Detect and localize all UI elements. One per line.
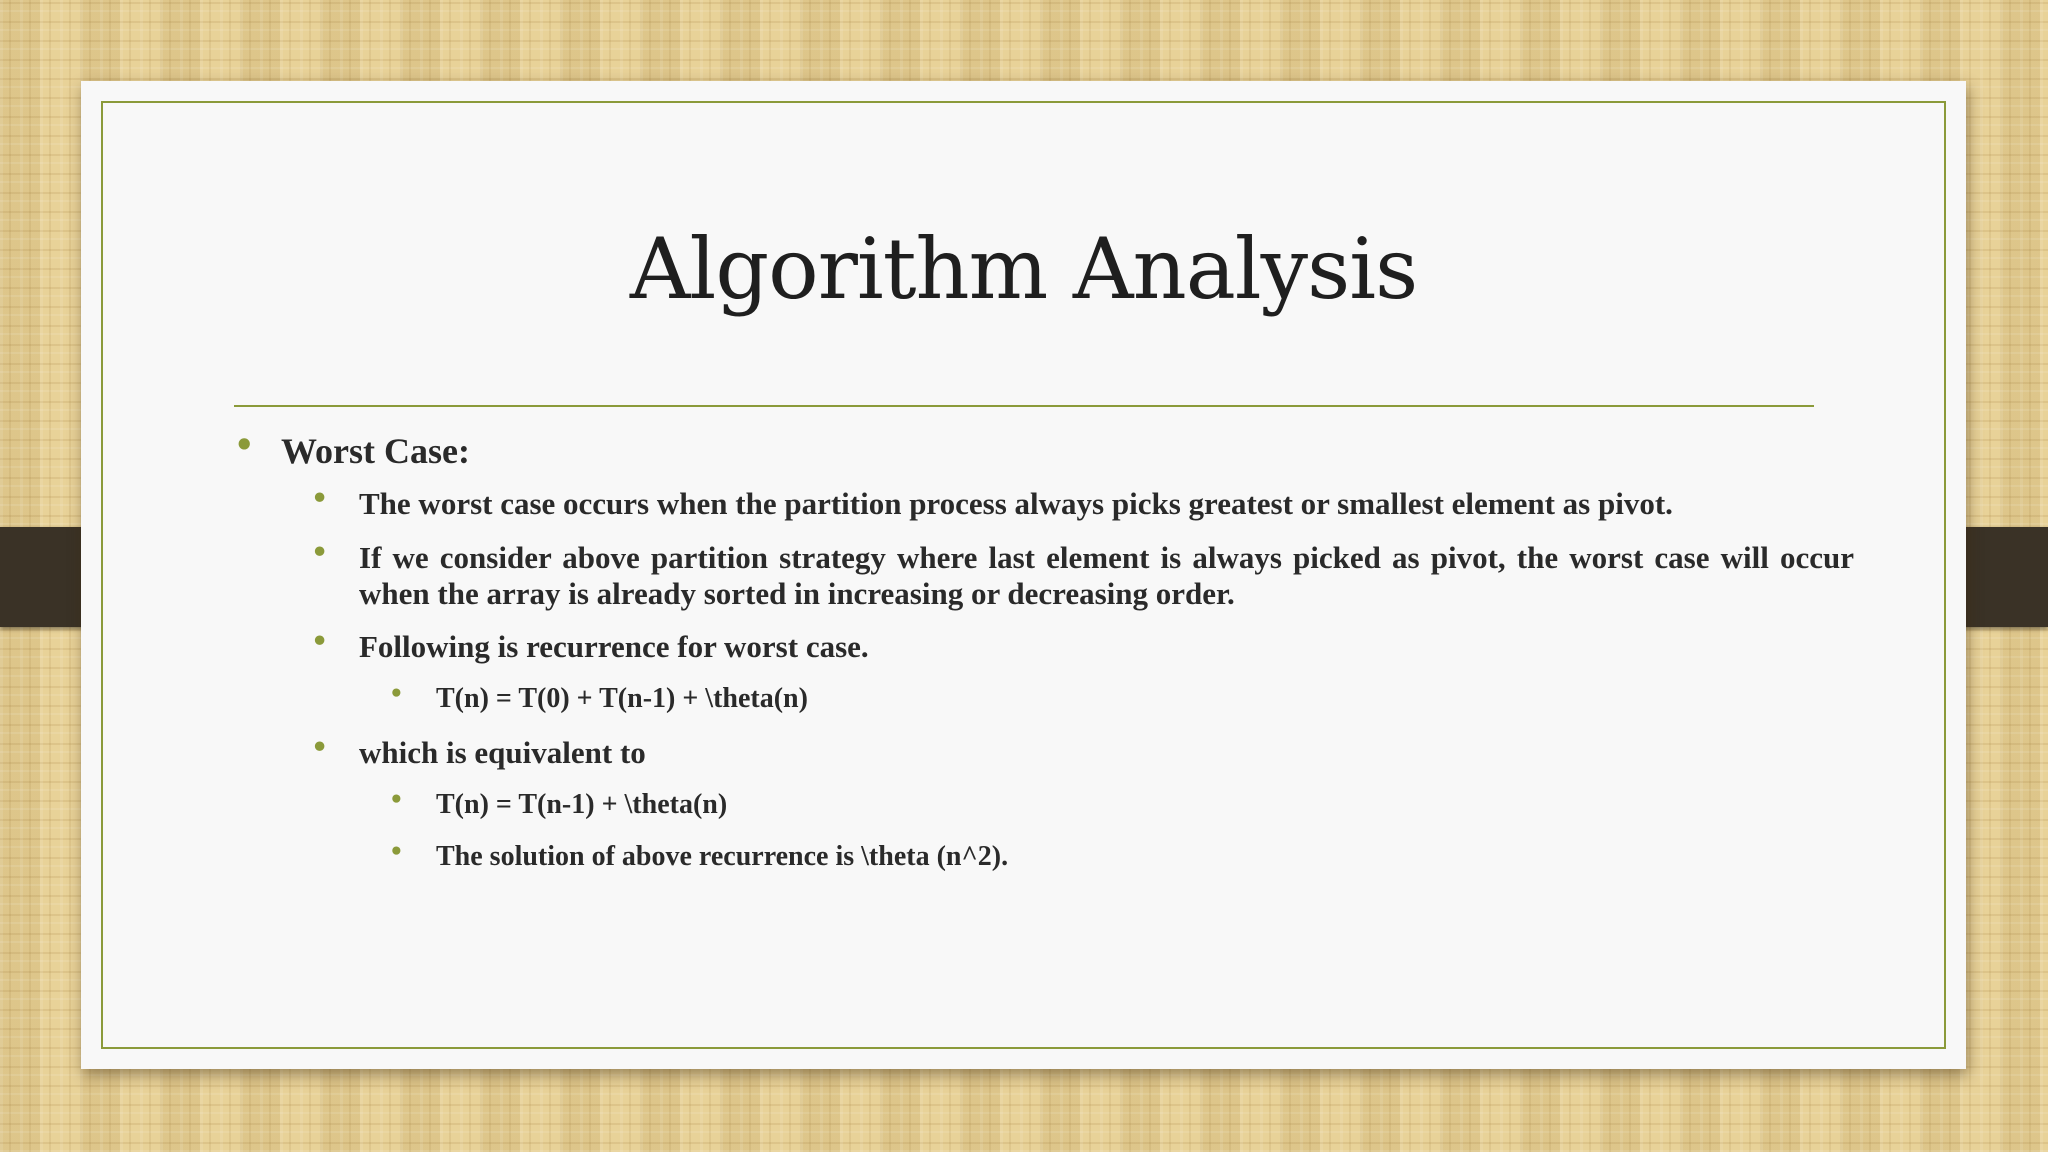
bullet-icon: •: [389, 680, 404, 707]
bullet-icon: •: [311, 537, 329, 569]
bullet-text: T(n) = T(n-1) + \theta(n): [436, 788, 728, 820]
bullet-icon: •: [311, 732, 329, 764]
title-divider: [234, 405, 1814, 407]
bullet-icon: •: [234, 426, 255, 464]
bullet-item: [234, 483, 1874, 522]
slide-title: Algorithm Analysis: [629, 220, 1418, 318]
bullet-item: [234, 426, 1874, 472]
bullet-item: [234, 537, 1874, 611]
slide-card: [81, 81, 1966, 1069]
bullet-text: If we consider above partition strategy where last element is always picked as pivot, the worst case will occur when the array is already sorted in increasing or decreasing order.: [359, 540, 1854, 611]
bullet-item: [234, 732, 1874, 771]
bullet-text: which is equivalent to: [359, 735, 646, 771]
bullet-text: The worst case occurs when the partition process always picks greatest or smallest element as pivot.: [359, 486, 1673, 522]
bullet-list: [234, 426, 1874, 893]
bullet-item: [234, 838, 1874, 873]
bullet-text: The solution of above recurrence is \theta (n^2).: [436, 840, 1009, 872]
bullet-item: [234, 680, 1874, 715]
bullet-item: [234, 786, 1874, 821]
bullet-icon: •: [389, 786, 404, 813]
bullet-icon: •: [311, 483, 329, 515]
bullet-text: Following is recurrence for worst case.: [359, 629, 869, 665]
bullet-text: T(n) = T(0) + T(n-1) + \theta(n): [436, 682, 808, 714]
bullet-icon: •: [389, 838, 404, 865]
bullet-icon: •: [311, 626, 329, 658]
bullet-item: [234, 626, 1874, 665]
bullet-text: Worst Case:: [281, 431, 470, 471]
